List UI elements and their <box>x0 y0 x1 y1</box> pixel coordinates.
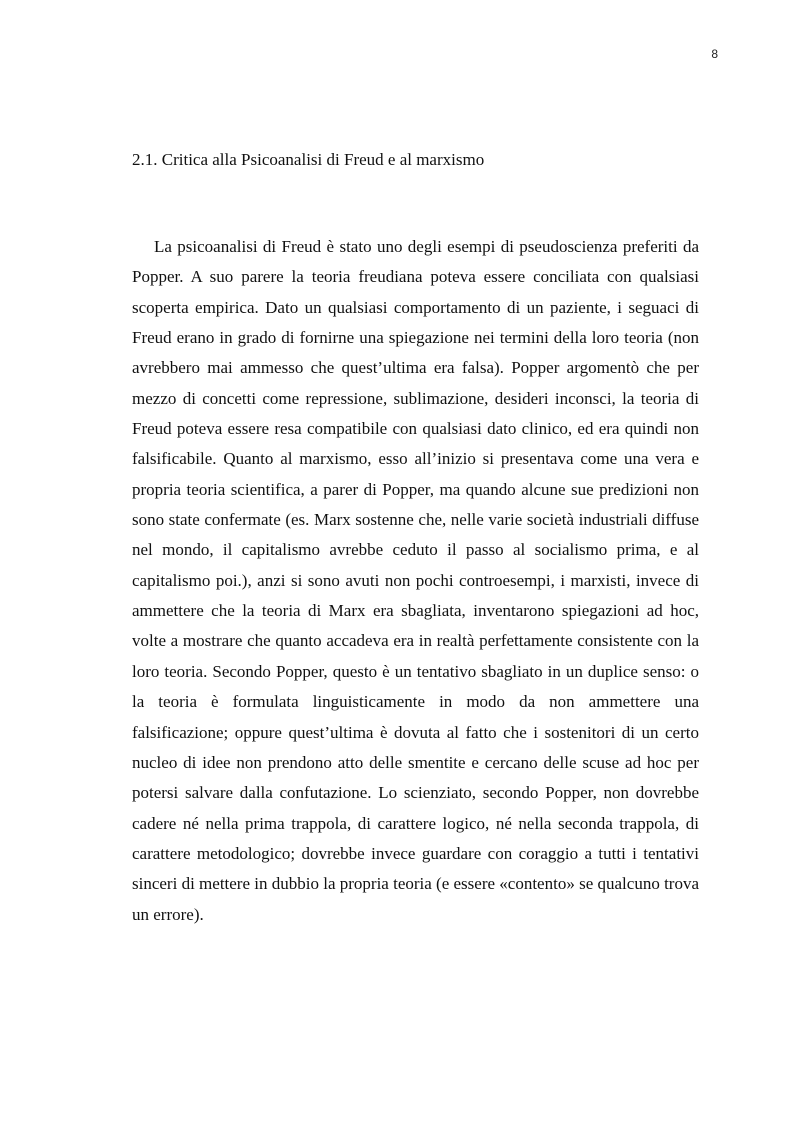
page-number: 8 <box>711 47 718 61</box>
section-title: 2.1. Critica alla Psicoanalisi di Freud e al marxismo <box>132 150 485 169</box>
body-paragraph: La psicoanalisi di Freud è stato uno degli esempi di pseudoscienza preferiti da Popper. A suo parere la teoria freudiana poteva essere conciliata con qualsiasi scoperta empirica. Dato un qualsiasi comportamento di un paziente, i seguaci di Freud erano in grado di fornirne una spiegazione nei termini della loro teoria (non avrebbero mai ammesso che quest’ultima era falsa). Popper argomentò che per mezzo di concetti come repressione, sublimazione, desideri inconsci, la teoria di Freud poteva essere resa compatibile con qualsiasi dato clinico, ed era quindi non falsificabile. Quanto al marxismo, esso all’inizio si presentava come una vera e propria teoria scientifica, a parer di Popper, ma quando alcune sue predizioni non sono state confermate (es. Marx sostenne che, nelle varie società industriali diffuse nel mondo, il capitalismo avrebbe ceduto il passo al socialismo prima, e al capitalismo poi.), anzi si sono avuti non pochi controesempi, i marxisti, invece di ammettere che la teoria di Marx era sbagliata, inventarono spiegazioni ad hoc, volte a mostrare che quanto accadeva era in realtà perfettamente consistente con la loro teoria. Secondo Popper, questo è un tentativo sbagliato in un duplice senso: o la teoria è formulata linguisticamente in modo da non ammettere una falsificazione; oppure quest’ultima è dovuta al fatto che i sostenitori di un certo nucleo di idee non prendono atto delle smentite e cercano delle scuse ad hoc per potersi salvare dalla confutazione. Lo scienziato, secondo Popper, non dovrebbe cadere né nella prima trappola, di carattere logico, né nella seconda trappola, di carattere metodologico; dovrebbe invece guardare con coraggio a tutti i tentativi sinceri di mettere in dubbio la propria teoria (e essere «contento» se qualcuno trova un errore). <box>132 237 699 924</box>
